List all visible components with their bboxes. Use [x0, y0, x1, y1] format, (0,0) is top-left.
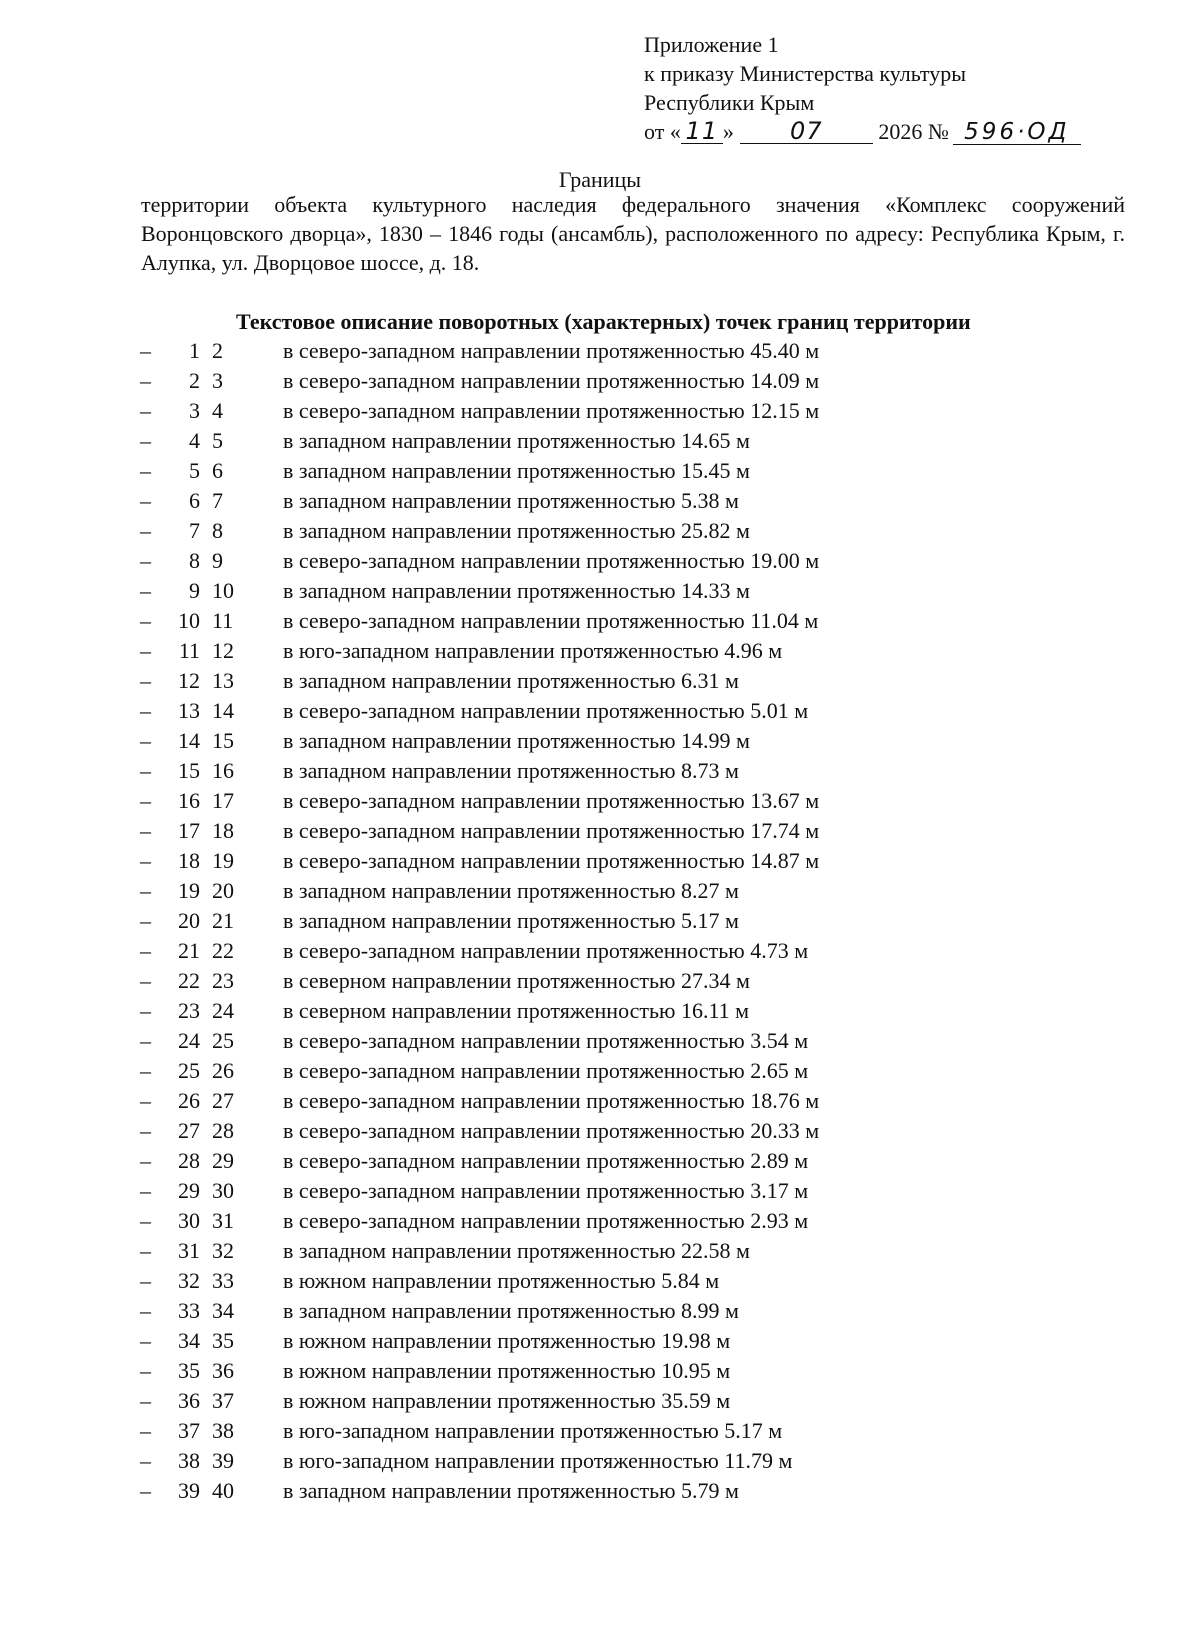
point-to: 24 [212, 998, 234, 1023]
point-to: 2 [212, 338, 223, 363]
row-dash: – [140, 1058, 151, 1083]
list-item [0, 516, 1200, 546]
row-dash: – [140, 1028, 151, 1053]
point-from: 24 [178, 1028, 200, 1053]
segment-description: в западном направлении протяженностью 6.31 м [283, 668, 739, 693]
segment-description: в юго-западном направлении протяженностью 4.96 м [283, 638, 783, 663]
point-to: 32 [212, 1238, 234, 1263]
appendix-line-2: к приказу Министерства культуры [644, 61, 967, 86]
point-to: 28 [212, 1118, 234, 1143]
list-item [0, 486, 1200, 516]
segment-description: в западном направлении протяженностью 15.45 м [283, 458, 750, 483]
row-dash: – [140, 338, 151, 363]
row-dash: – [140, 638, 151, 663]
segment-description: в северо-западном направлении протяженностью 13.67 м [283, 788, 820, 813]
point-from: 18 [178, 848, 200, 873]
point-to: 19 [212, 848, 234, 873]
segment-description: в северо-западном направлении протяженностью 45.40 м [283, 338, 820, 363]
list-item [0, 816, 1200, 846]
list-item [0, 906, 1200, 936]
segment-description: в западном направлении протяженностью 14.65 м [283, 428, 750, 453]
segment-description: в западном направлении протяженностью 8.73 м [283, 758, 739, 783]
point-from: 20 [178, 908, 200, 933]
point-from: 32 [178, 1268, 200, 1293]
row-dash: – [140, 1148, 151, 1173]
row-dash: – [140, 1178, 151, 1203]
date-mid: » [722, 119, 734, 144]
point-from: 10 [178, 608, 200, 633]
point-to: 4 [212, 398, 223, 423]
point-to: 29 [212, 1148, 234, 1173]
point-from: 11 [178, 638, 200, 663]
point-from: 5 [189, 458, 200, 483]
point-to: 38 [212, 1418, 234, 1443]
segment-description: в западном направлении протяженностью 5.38 м [283, 488, 739, 513]
row-dash: – [140, 1088, 151, 1113]
point-from: 28 [178, 1148, 200, 1173]
row-dash: – [140, 998, 151, 1023]
row-dash: – [140, 1448, 151, 1473]
point-from: 27 [178, 1118, 200, 1143]
row-dash: – [140, 968, 151, 993]
point-from: 38 [178, 1448, 200, 1473]
segment-description: в северо-западном направлении протяженностью 20.33 м [283, 1118, 820, 1143]
list-item [0, 1146, 1200, 1176]
list-item [0, 726, 1200, 756]
point-from: 12 [178, 668, 200, 693]
point-to: 9 [212, 548, 223, 573]
list-item [0, 1086, 1200, 1116]
point-to: 10 [212, 578, 234, 603]
point-to: 12 [212, 638, 234, 663]
document-title: Границы [558, 167, 642, 192]
point-from: 23 [178, 998, 200, 1023]
point-from: 1 [189, 338, 200, 363]
list-item [0, 426, 1200, 456]
point-to: 40 [212, 1478, 234, 1503]
year-and-number-label: 2026 № [878, 119, 949, 144]
segment-description: в западном направлении протяженностью 22.58 м [283, 1238, 750, 1263]
order-date-line [644, 117, 1081, 146]
segment-description: в северо-западном направлении протяженностью 3.17 м [283, 1178, 809, 1203]
segment-description: в западном направлении протяженностью 8.27 м [283, 878, 739, 903]
point-to: 36 [212, 1358, 234, 1383]
point-to: 3 [212, 368, 223, 393]
row-dash: – [140, 1358, 151, 1383]
segment-description: в северо-западном направлении протяженностью 3.54 м [283, 1028, 809, 1053]
appendix-header [644, 30, 1081, 146]
row-dash: – [140, 1478, 151, 1503]
segment-description: в северном направлении протяженностью 27.34 м [283, 968, 750, 993]
segment-description: в северо-западном направлении протяженностью 2.89 м [283, 1148, 809, 1173]
handwritten-order-number: 596·ОД [953, 120, 1081, 145]
list-item [0, 576, 1200, 606]
segment-description: в южном направлении протяженностью 35.59 м [283, 1388, 731, 1413]
point-from: 35 [178, 1358, 200, 1383]
row-dash: – [140, 1418, 151, 1443]
list-item [0, 936, 1200, 966]
list-item [0, 1236, 1200, 1266]
segment-description: в северо-западном направлении протяженностью 11.04 м [283, 608, 819, 633]
row-dash: – [140, 698, 151, 723]
list-item [0, 1026, 1200, 1056]
list-item [0, 666, 1200, 696]
list-item [0, 1446, 1200, 1476]
row-dash: – [140, 878, 151, 903]
point-to: 35 [212, 1328, 234, 1353]
point-to: 15 [212, 728, 234, 753]
list-item [0, 396, 1200, 426]
segment-description: в южном направлении протяженностью 10.95 м [283, 1358, 731, 1383]
point-to: 21 [212, 908, 234, 933]
point-to: 30 [212, 1178, 234, 1203]
point-from: 26 [178, 1088, 200, 1113]
segment-description: в северо-западном направлении протяженностью 17.74 м [283, 818, 820, 843]
row-dash: – [140, 1238, 151, 1263]
list-item [0, 1056, 1200, 1086]
point-to: 23 [212, 968, 234, 993]
segment-description: в западном направлении протяженностью 8.99 м [283, 1298, 739, 1323]
point-from: 2 [189, 368, 200, 393]
date-prefix: от « [644, 119, 681, 144]
point-to: 8 [212, 518, 223, 543]
segment-description: в юго-западном направлении протяженностью 5.17 м [283, 1418, 783, 1443]
point-from: 22 [178, 968, 200, 993]
list-item [0, 1356, 1200, 1386]
point-from: 34 [178, 1328, 200, 1353]
point-to: 37 [212, 1388, 234, 1413]
point-to: 5 [212, 428, 223, 453]
list-item [0, 966, 1200, 996]
row-dash: – [140, 1328, 151, 1353]
section-title: Текстовое описание поворотных (характерных) точек границ территории [236, 309, 971, 334]
row-dash: – [140, 908, 151, 933]
row-dash: – [140, 458, 151, 483]
segment-description: в северо-западном направлении протяженностью 19.00 м [283, 548, 820, 573]
list-item [0, 336, 1200, 366]
point-from: 37 [178, 1418, 200, 1443]
list-item [0, 756, 1200, 786]
point-from: 39 [178, 1478, 200, 1503]
boundary-points-list [0, 336, 1200, 1506]
point-from: 17 [178, 818, 200, 843]
point-to: 14 [212, 698, 234, 723]
row-dash: – [140, 788, 151, 813]
point-from: 31 [178, 1238, 200, 1263]
point-to: 7 [212, 488, 223, 513]
handwritten-day: 11 [681, 119, 723, 144]
row-dash: – [140, 818, 151, 843]
point-to: 26 [212, 1058, 234, 1083]
list-item [0, 1476, 1200, 1506]
document-subtitle: территории объекта культурного наследия федерального значения «Комплекс сооружений Воронцовского дворца», 1830 – 1846 годы (ансамбль), расположенного по адресу: Республика Крым, г. Алупка, ул. Дворцовое шоссе, д. 18. [141, 192, 1125, 275]
row-dash: – [140, 848, 151, 873]
list-item [0, 1266, 1200, 1296]
segment-description: в северо-западном направлении протяженностью 14.87 м [283, 848, 820, 873]
row-dash: – [140, 1118, 151, 1143]
row-dash: – [140, 668, 151, 693]
row-dash: – [140, 518, 151, 543]
segment-description: в северо-западном направлении протяженностью 14.09 м [283, 368, 820, 393]
segment-description: в северном направлении протяженностью 16.11 м [283, 998, 750, 1023]
list-item [0, 996, 1200, 1026]
segment-description: в северо-западном направлении протяженностью 5.01 м [283, 698, 809, 723]
list-item [0, 1116, 1200, 1146]
list-item [0, 1176, 1200, 1206]
row-dash: – [140, 758, 151, 783]
point-from: 7 [189, 518, 200, 543]
point-to: 25 [212, 1028, 234, 1053]
point-from: 36 [178, 1388, 200, 1413]
point-to: 16 [212, 758, 234, 783]
row-dash: – [140, 548, 151, 573]
handwritten-month: 07 [740, 119, 873, 144]
segment-description: в юго-западном направлении протяженностью 11.79 м [283, 1448, 793, 1473]
segment-description: в северо-западном направлении протяженностью 12.15 м [283, 398, 820, 423]
list-item [0, 846, 1200, 876]
list-item [0, 546, 1200, 576]
point-to: 34 [212, 1298, 234, 1323]
point-to: 22 [212, 938, 234, 963]
segment-description: в западном направлении протяженностью 14.99 м [283, 728, 750, 753]
list-item [0, 1386, 1200, 1416]
point-from: 8 [189, 548, 200, 573]
segment-description: в северо-западном направлении протяженностью 4.73 м [283, 938, 809, 963]
list-item [0, 876, 1200, 906]
row-dash: – [140, 1298, 151, 1323]
row-dash: – [140, 728, 151, 753]
list-item [0, 456, 1200, 486]
list-item [0, 696, 1200, 726]
row-dash: – [140, 1208, 151, 1233]
row-dash: – [140, 578, 151, 603]
appendix-line-3: Республики Крым [644, 90, 815, 115]
point-to: 18 [212, 818, 234, 843]
point-from: 33 [178, 1298, 200, 1323]
point-from: 9 [189, 578, 200, 603]
list-item [0, 1296, 1200, 1326]
point-from: 6 [189, 488, 200, 513]
appendix-line-1: Приложение 1 [644, 32, 779, 57]
segment-description: в северо-западном направлении протяженностью 18.76 м [283, 1088, 820, 1113]
point-from: 15 [178, 758, 200, 783]
point-to: 33 [212, 1268, 234, 1293]
point-from: 4 [189, 428, 200, 453]
point-from: 14 [178, 728, 200, 753]
point-to: 11 [212, 608, 234, 633]
list-item [0, 1416, 1200, 1446]
list-item [0, 786, 1200, 816]
point-to: 13 [212, 668, 234, 693]
point-from: 13 [178, 698, 200, 723]
point-to: 20 [212, 878, 234, 903]
point-to: 27 [212, 1088, 234, 1113]
point-to: 6 [212, 458, 223, 483]
row-dash: – [140, 428, 151, 453]
segment-description: в западном направлении протяженностью 5.79 м [283, 1478, 739, 1503]
point-to: 39 [212, 1448, 234, 1473]
list-item [0, 636, 1200, 666]
row-dash: – [140, 1268, 151, 1293]
segment-description: в южном направлении протяженностью 19.98 м [283, 1328, 731, 1353]
point-from: 16 [178, 788, 200, 813]
point-from: 30 [178, 1208, 200, 1233]
point-from: 25 [178, 1058, 200, 1083]
point-from: 29 [178, 1178, 200, 1203]
point-to: 17 [212, 788, 234, 813]
list-item [0, 1206, 1200, 1236]
row-dash: – [140, 488, 151, 513]
point-to: 31 [212, 1208, 234, 1233]
segment-description: в западном направлении протяженностью 14.33 м [283, 578, 750, 603]
row-dash: – [140, 1388, 151, 1413]
point-from: 19 [178, 878, 200, 903]
point-from: 21 [178, 938, 200, 963]
row-dash: – [140, 938, 151, 963]
segment-description: в северо-западном направлении протяженностью 2.65 м [283, 1058, 809, 1083]
list-item [0, 606, 1200, 636]
segment-description: в западном направлении протяженностью 25.82 м [283, 518, 750, 543]
point-from: 3 [189, 398, 200, 423]
segment-description: в южном направлении протяженностью 5.84 м [283, 1268, 720, 1293]
row-dash: – [140, 368, 151, 393]
row-dash: – [140, 608, 151, 633]
list-item [0, 366, 1200, 396]
list-item [0, 1326, 1200, 1356]
segment-description: в западном направлении протяженностью 5.17 м [283, 908, 739, 933]
row-dash: – [140, 398, 151, 423]
segment-description: в северо-западном направлении протяженностью 2.93 м [283, 1208, 809, 1233]
